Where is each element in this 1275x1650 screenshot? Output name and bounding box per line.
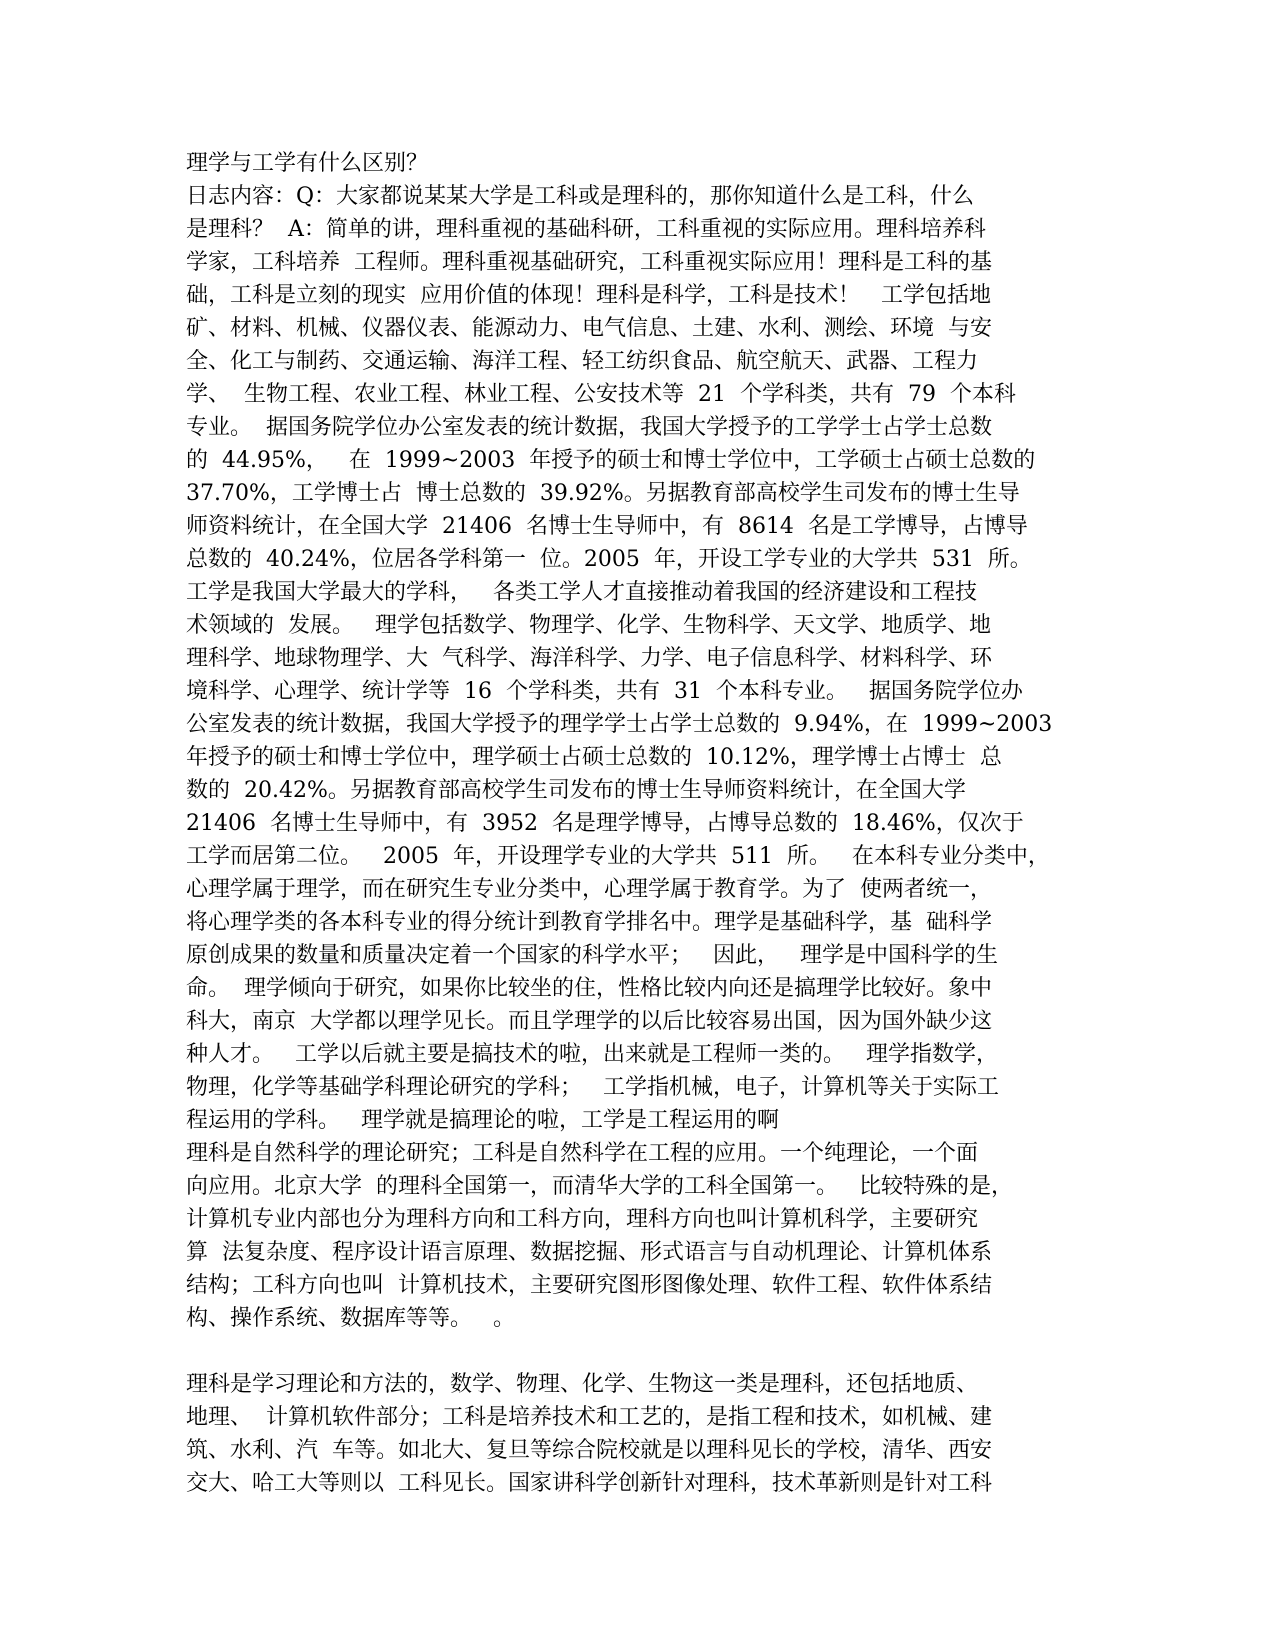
text-line: 是理科？ A：简单的讲，理科重视的基础科研，工科重视的实际应用。理科培养科: [186, 217, 986, 242]
text-line: 理科是自然科学的理论研究；工科是自然科学在工程的应用。一个纯理论，一个面: [186, 1141, 979, 1166]
document-title: 理学与工学有什么区别？: [186, 151, 429, 176]
text-line: 工学是我国大学最大的学科， 各类工学人才直接推动着我国的经济建设和工程技: [186, 580, 977, 605]
paragraph-2: [186, 1137, 1086, 1335]
text-line: 算 法复杂度、程序设计语言原理、数据挖掘、形式语言与自动机理论、计算机体系: [186, 1240, 992, 1265]
text-line: 地理、 计算机软件部分；工科是培养技术和工艺的，是指工程和技术，如机械、建: [186, 1405, 992, 1430]
text-line: 境科学、心理学、统计学等 16 个学科类，共有 31 个本科专业。 据国务院学位办: [186, 679, 1023, 704]
text-line: 构、操作系统、数据库等等。 。: [186, 1306, 515, 1331]
text-line: 的 44.95%， 在 1999~2003 年授予的硕士和博士学位中，工学硕士占硕士总数的: [186, 448, 1036, 473]
text-line: 工学而居第二位。 2005 年，开设理学专业的大学共 511 所。 在本科专业分类中，: [186, 844, 1050, 869]
text-line: 数的 20.42%。另据教育部高校学生司发布的博士生导师资料统计，在全国大学: [186, 778, 966, 803]
paragraph-1: [186, 180, 1086, 1137]
text-line: 理科是学习理论和方法的，数学、物理、化学、生物这一类是理科，还包括地质、: [186, 1372, 979, 1397]
text-line: 程运用的学科。 理学就是搞理论的啦，工学是工程运用的啊: [186, 1108, 779, 1133]
text-line: 全、化工与制药、交通运输、海洋工程、轻工纺织食品、航空航天、武器、工程力: [186, 349, 979, 374]
text-line: 种人才。 工学以后就主要是搞技术的啦，出来就是工程师一类的。 理学指数学，: [186, 1042, 998, 1067]
text-line: 础，工科是立刻的现实 应用价值的体现！理科是科学，工科是技术！ 工学包括地: [186, 283, 991, 308]
text-line: 筑、水利、汽 车等。如北大、复旦等综合院校就是以理科见长的学校，清华、西安: [186, 1438, 992, 1463]
paragraph-3: [186, 1368, 1086, 1500]
text-line: 理科学、地球物理学、大 气科学、海洋科学、力学、电子信息科学、材料科学、环: [186, 646, 992, 671]
text-line: 心理学属于理学，而在研究生专业分类中，心理学属于教育学。为了 使两者统一，: [186, 877, 992, 902]
text-line: 向应用。北京大学 的理科全国第一，而清华大学的工科全国第一。 比较特殊的是，: [186, 1174, 1013, 1199]
paragraph-spacer: [186, 1335, 1086, 1368]
text-line: 矿、材料、机械、仪器仪表、能源动力、电气信息、土建、水利、测绘、环境 与安: [186, 316, 992, 341]
text-line: 师资料统计，在全国大学 21406 名博士生导师中，有 8614 名是工学博导，占博导: [186, 514, 1028, 539]
text-line: 公室发表的统计数据，我国大学授予的理学学士占学士总数的 9.94%，在 1999~2003: [186, 712, 1053, 737]
text-line: 专业。 据国务院学位办公室发表的统计数据，我国大学授予的工学学士占学士总数: [186, 415, 992, 440]
text-line: 学家，工科培养 工程师。理科重视基础研究，工科重视实际应用！理科是工科的基: [186, 250, 992, 275]
text-line: 年授予的硕士和博士学位中，理学硕士占硕士总数的 10.12%，理学博士占博士 总: [186, 745, 1002, 770]
text-line: 术领域的 发展。 理学包括数学、物理学、化学、生物科学、天文学、地质学、地: [186, 613, 991, 638]
text-line: 学、 生物工程、农业工程、林业工程、公安技术等 21 个学科类，共有 79 个本科: [186, 382, 1016, 407]
text-line: 结构；工科方向也叫 计算机技术，主要研究图形图像处理、软件工程、软件体系结: [186, 1273, 992, 1298]
text-line: 计算机专业内部也分为理科方向和工科方向，理科方向也叫计算机科学，主要研究: [186, 1207, 979, 1232]
text-line: 总数的 40.24%，位居各学科第一 位。2005 年，开设工学专业的大学共 531 所。: [186, 547, 1032, 572]
text-line: 科大，南京 大学都以理学见长。而且学理学的以后比较容易出国，因为国外缺少这: [186, 1009, 992, 1034]
text-line: 将心理学类的各本科专业的得分统计到教育学排名中。理学是基础科学，基 础科学: [186, 910, 992, 935]
text-line: 37.70%，工学博士占 博士总数的 39.92%。另据教育部高校学生司发布的博士生导: [186, 481, 1020, 506]
document-body: [186, 147, 1086, 1500]
text-line: 日志内容：Q：大家都说某某大学是工科或是理科的，那你知道什么是工科，什么: [186, 184, 975, 209]
text-line: 物理，化学等基础学科理论研究的学科； 工学指机械，电子，计算机等关于实际工: [186, 1075, 999, 1100]
text-line: 原创成果的数量和质量决定着一个国家的科学水平； 因此， 理学是中国科学的生: [186, 943, 998, 968]
text-line: 命。 理学倾向于研究，如果你比较坐的住，性格比较内向还是搞理学比较好。象中: [186, 976, 992, 1001]
text-line: 交大、哈工大等则以 工科见长。国家讲科学创新针对理科，技术革新则是针对工科: [186, 1471, 992, 1496]
text-line: 21406 名博士生导师中，有 3952 名是理学博导，占博导总数的 18.46%，仅次于: [186, 811, 1024, 836]
